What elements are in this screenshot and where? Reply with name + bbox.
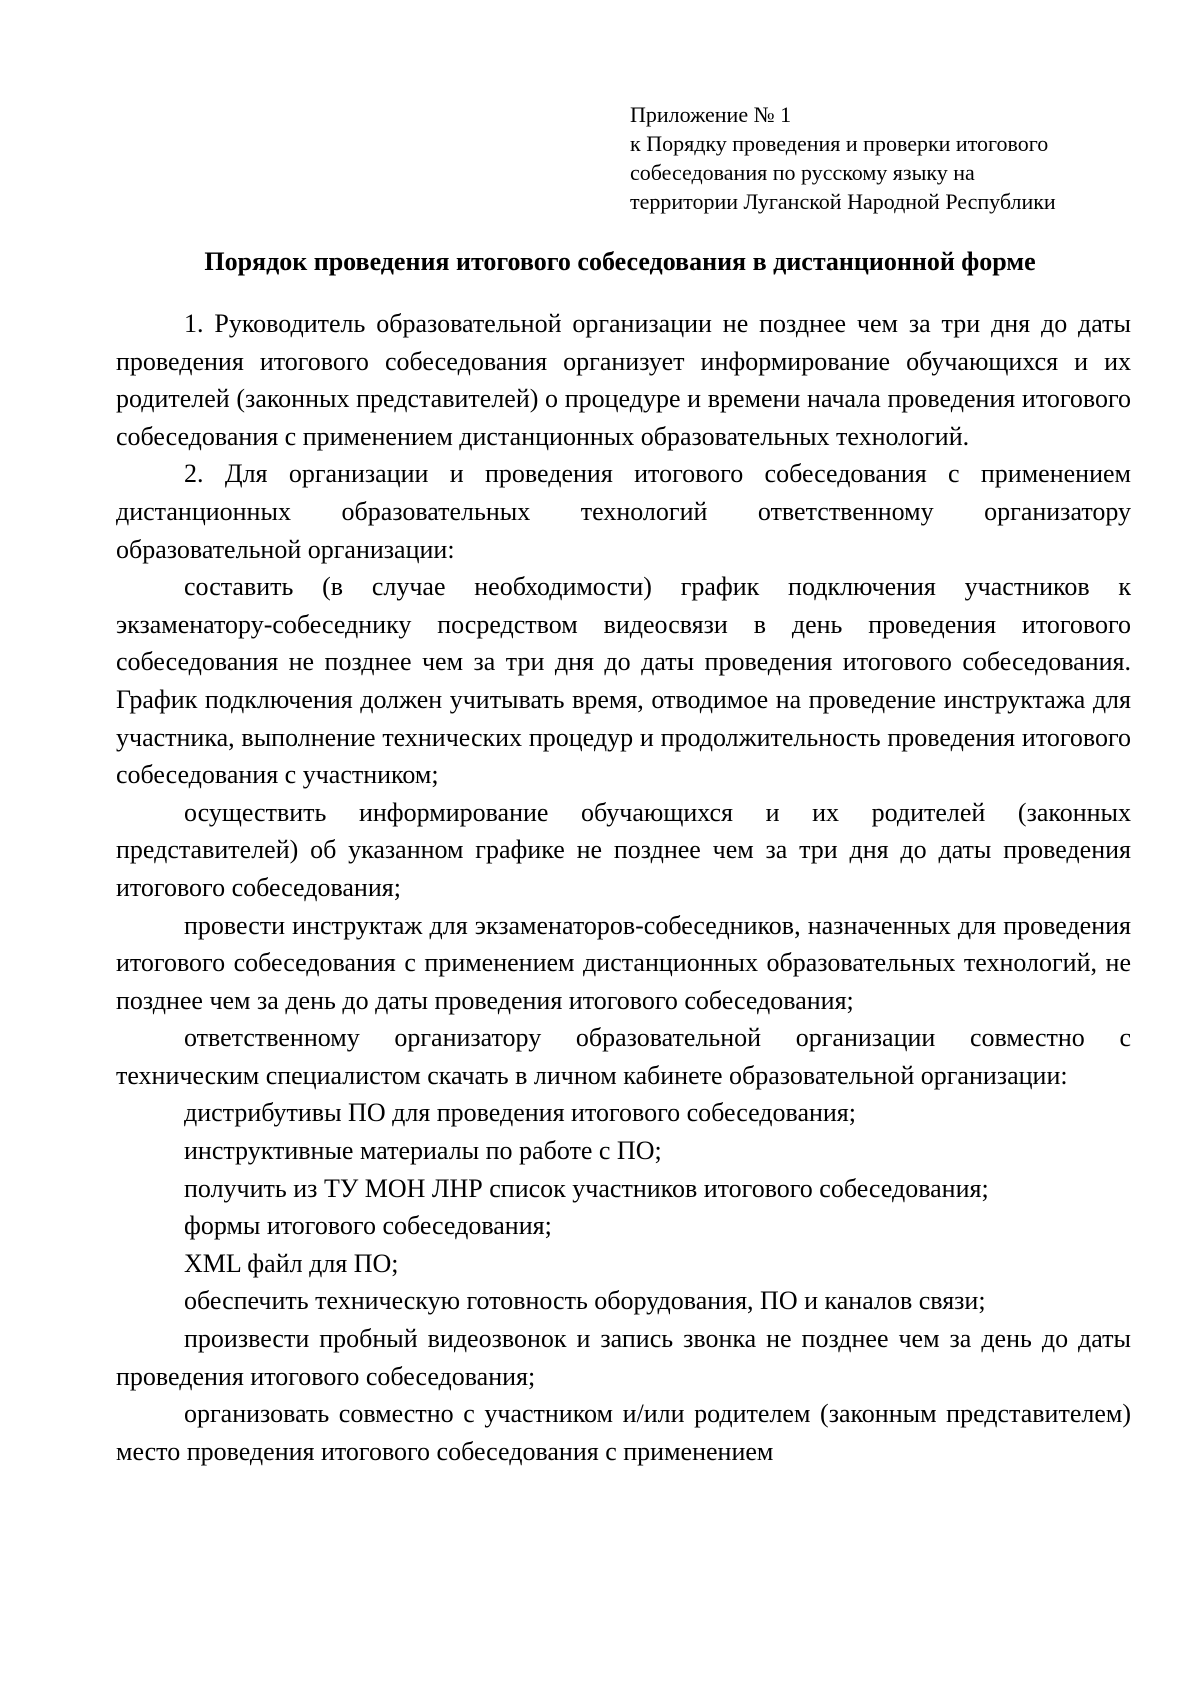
paragraph-briefing: провести инструктаж для экзаменаторов-собеседников, назначенных для проведения итогового собеседования с применением дистанционных образовательных технологий, не позднее чем за день до даты проведения итогового собеседования; (116, 910, 1131, 1015)
paragraph-inform: осуществить информирование обучающихся и их родителей (законных представителей) об указанном графике не позднее чем за три дня до даты проведения итогового собеседования; (116, 797, 1131, 902)
paragraph-schedule: составить (в случае необходимости) график подключения участников к экзаменатору-собеседнику посредством видеосвязи в день проведения итогового собеседования не позднее чем за три дня до даты проведения итогового собеседования. График подключения должен учитывать время, отводимое на проведение инструктажа для участника, выполнение технических процедур и продолжительность проведения итогового собеседования с участником; (116, 572, 1131, 790)
paragraph-distributives: дистрибутивы ПО для проведения итогового собеседования; (184, 1098, 856, 1128)
paragraph-readiness: обеспечить техническую готовность оборудования, ПО и каналов связи; (184, 1286, 986, 1316)
paragraph-1: 1. Руководитель образовательной организации не позднее чем за три дня до даты проведения итогового собеседования организует информирование обучающихся и их родителей (законных представителей) о процедуре и времени начала проведения итогового собеседования с применением дистанционных образовательных технологий. (116, 309, 1131, 451)
document-title: Порядок проведения итогового собеседования в дистанционной форме (204, 247, 1036, 276)
paragraph-forms: формы итогового собеседования; (184, 1211, 552, 1241)
annex-line-2: к Порядку проведения и проверки итогового (630, 131, 1049, 156)
paragraph-organize-place: организовать совместно с участником и/или родителем (законным представителем) место проведения итогового собеседования с применением (116, 1399, 1131, 1466)
paragraph-instructions: инструктивные материалы по работе с ПО; (184, 1136, 662, 1166)
annex-line-3: собеседования по русскому языку на (630, 160, 975, 185)
paragraph-test-call: произвести пробный видеозвонок и запись звонка не позднее чем за день до даты проведения итогового собеседования; (116, 1324, 1131, 1391)
annex-header (630, 100, 1150, 216)
paragraph-xml: XML файл для ПО; (184, 1248, 399, 1278)
annex-line-4: территории Луганской Народной Республики (630, 189, 1056, 214)
document-body (116, 305, 1131, 1470)
paragraph-participants-list: получить из ТУ МОН ЛНР список участников итогового собеседования; (184, 1173, 989, 1203)
annex-line-1: Приложение № 1 (630, 102, 792, 127)
paragraph-download: ответственному организатору образовательной организации совместно с техническим специалистом скачать в личном кабинете образовательной организации: (116, 1023, 1131, 1090)
paragraph-2: 2. Для организации и проведения итогового собеседования с применением дистанционных образовательных технологий ответственному организатору образовательной организации: (116, 459, 1131, 564)
